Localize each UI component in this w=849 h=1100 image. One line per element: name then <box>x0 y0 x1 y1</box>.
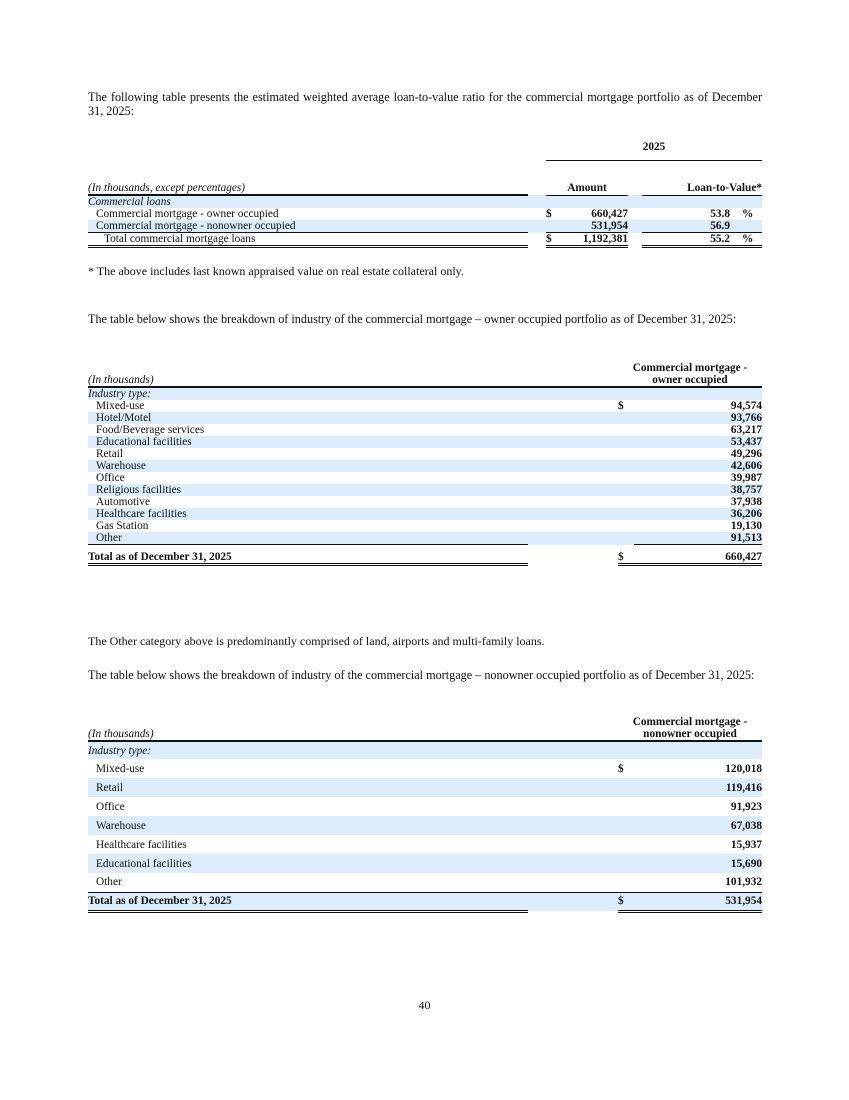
ltv-table <box>88 140 762 248</box>
table-row: Healthcare facilities 15,937 <box>96 838 762 851</box>
table-row: Religious facilities 38,757 <box>88 484 762 496</box>
owner-header-label: (In thousands) <box>88 374 528 387</box>
ltv-header-label: (In thousands, except percentages) <box>88 182 528 195</box>
owner-column-header-line2: owner occupied <box>618 374 762 387</box>
table-row: Office 91,923 <box>96 800 762 813</box>
table-row: Commercial mortgage - owner occupied $ 660,427 53.8 % <box>96 208 754 220</box>
table-row: Healthcare facilities 36,206 <box>88 508 762 520</box>
intro-paragraph-ltv: The following table presents the estimated weighted average loan-to-value ratio for the commercial mortgage portfolio as of December 31, 2025: <box>88 90 762 118</box>
table-row: Commercial mortgage - nonowner occupied 531,954 56.9 <box>88 220 762 233</box>
intro-paragraph-owner: The table below shows the breakdown of industry of the commercial mortgage – owner occupied portfolio as of December 31, 2025: <box>88 312 737 326</box>
table-row: Retail 49,296 <box>96 448 762 460</box>
owner-column-header-line1: Commercial mortgage - <box>632 362 748 374</box>
nonowner-occupied-table <box>88 716 762 913</box>
ltv-section-label: Commercial loans <box>88 196 171 208</box>
nonowner-section-label: Industry type: <box>88 744 152 757</box>
table-row: Hotel/Motel 93,766 <box>88 412 762 424</box>
table-row: Retail 119,416 <box>88 778 762 797</box>
ltv-footnote: * The above includes last known appraised value on real estate collateral only. <box>88 264 464 278</box>
page-number: 40 <box>418 998 431 1012</box>
intro-paragraph-nonowner: The table below shows the breakdown of industry of the commercial mortgage – nonowner occupied portfolio as of December 31, 2025: <box>88 668 755 682</box>
table-row: Food/Beverage services 63,217 <box>96 424 762 436</box>
owner-occupied-table <box>88 362 762 566</box>
table-total-row: Total commercial mortgage loans $ 1,192,381 55.2 % <box>88 233 762 247</box>
table-row: Educational facilities 53,437 <box>88 436 762 448</box>
table-total-row: Total as of December 31, 2025 $ 531,954 <box>88 892 762 911</box>
table-row: Office 39,987 <box>96 472 762 484</box>
nonowner-header-label: (In thousands) <box>88 728 528 741</box>
table-row: Gas Station 19,130 <box>96 520 762 532</box>
nonowner-column-header-line2: nonowner occupied <box>618 728 762 741</box>
table-row: Warehouse 42,606 <box>88 460 762 472</box>
table-row: Other 91,513 <box>88 532 762 545</box>
table-row: Automotive 37,938 <box>96 496 762 508</box>
other-category-note: The Other category above is predominantly comprised of land, airports and multi-family loans. <box>88 634 545 648</box>
table-row: Educational facilities 15,690 <box>88 854 762 873</box>
table-row: Other 101,932 <box>88 873 762 892</box>
nonowner-column-header-line1: Commercial mortgage - <box>632 716 748 728</box>
table-row: Mixed-use $ 94,574 <box>96 400 762 412</box>
amount-column-header: Amount <box>546 182 628 195</box>
ltv-column-header: Loan-to-Value* <box>642 182 762 195</box>
year-header: 2025 <box>546 140 762 160</box>
table-row: Mixed-use $ 120,018 <box>96 762 762 775</box>
owner-section-label: Industry type: <box>88 388 152 400</box>
table-total-row: Total as of December 31, 2025 $ 660,427 <box>88 551 762 563</box>
table-row: Warehouse 67,038 <box>88 816 762 835</box>
